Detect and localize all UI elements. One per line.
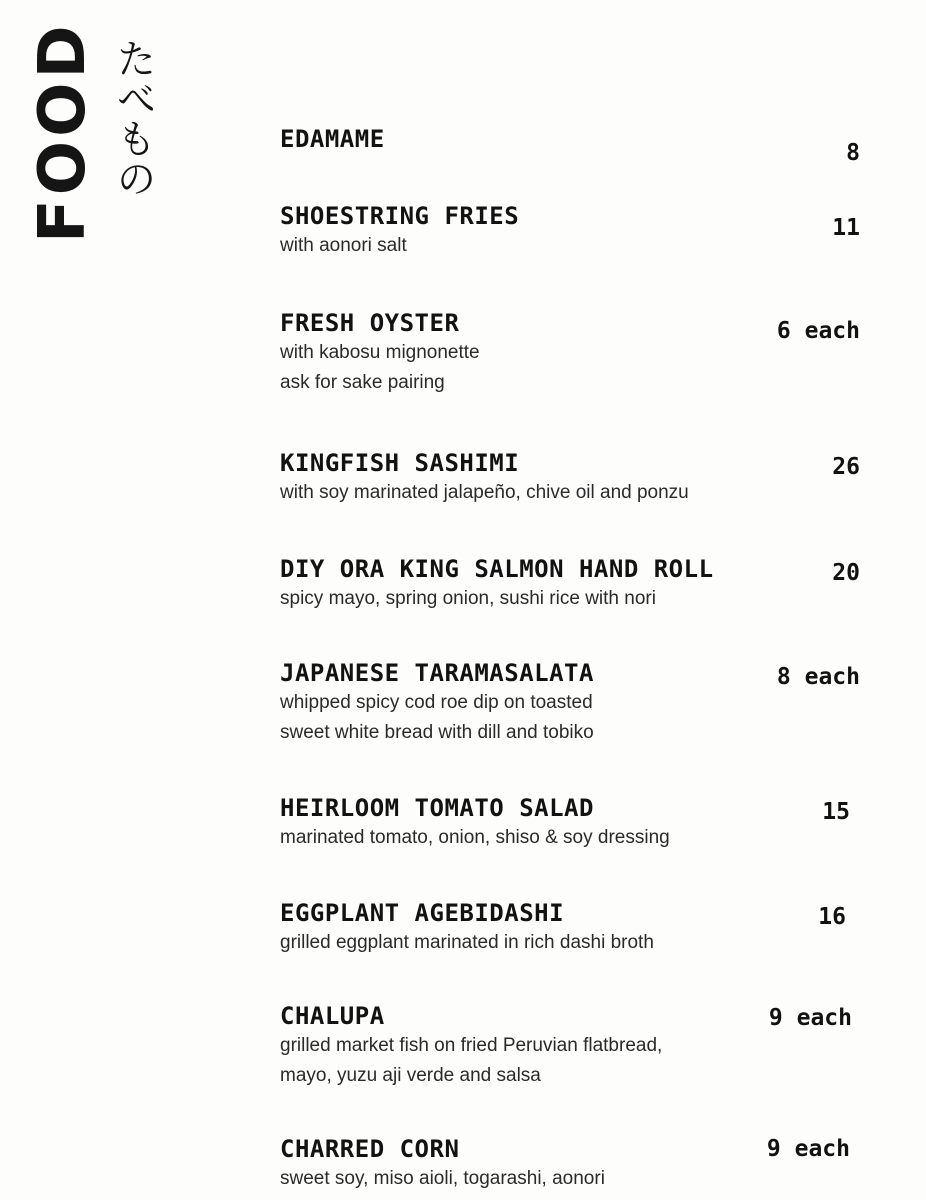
menu-item-price: 9 each (768, 1005, 852, 1031)
menu-item-description: marinated tomato, onion, shiso & soy dressing (280, 827, 670, 848)
menu-item-price: 11 (832, 215, 860, 241)
menu-item-price: 26 (832, 454, 860, 480)
menu-item-salmon-hand-roll (280, 554, 870, 614)
menu-item-name: EDAMAME (280, 125, 385, 153)
menu-item-fresh-oyster (280, 308, 870, 398)
menu-item-description: with aonori salt (280, 235, 407, 256)
menu-item-chalupa (280, 1001, 870, 1091)
menu-item-description: grilled market fish on fried Peruvian flatbread, (280, 1035, 663, 1056)
menu-item-name: CHARRED CORN (280, 1135, 460, 1163)
menu-item-description: sweet soy, miso aioli, togarashi, aonori (280, 1168, 605, 1189)
menu-item-charred-corn (280, 1134, 870, 1194)
menu-item-price: 20 (832, 560, 860, 586)
section-title-japanese: たべもの (110, 38, 156, 198)
menu-item-price: 6 each (776, 318, 860, 344)
menu-item-price: 8 (846, 140, 860, 166)
section-title: FOOD (26, 21, 100, 243)
menu-item-description: with soy marinated jalapeño, chive oil and ponzu (280, 482, 689, 503)
menu-item-heirloom-tomato-salad (280, 793, 870, 853)
menu-item-name: DIY ORA KING SALMON HAND ROLL (280, 555, 714, 583)
menu-item-description: sweet white bread with dill and tobiko (280, 722, 594, 743)
menu-item-japanese-taramasalata (280, 658, 870, 748)
menu-item-description: spicy mayo, spring onion, sushi rice with nori (280, 588, 656, 609)
menu-item-description: with kabosu mignonette (280, 342, 480, 363)
menu-item-name: EGGPLANT AGEBIDASHI (280, 899, 565, 927)
menu-item-eggplant-agebidashi (280, 898, 870, 958)
menu-item-price: 8 each (776, 664, 860, 690)
menu-item-price: 16 (818, 904, 846, 930)
menu-item-name: KINGFISH SASHIMI (280, 449, 520, 477)
menu-item-edamame (280, 124, 870, 166)
menu-item-description: mayo, yuzu aji verde and salsa (280, 1065, 541, 1086)
menu-item-shoestring-fries (280, 201, 870, 261)
menu-item-name: HEIRLOOM TOMATO SALAD (280, 794, 594, 822)
menu-item-kingfish-sashimi (280, 448, 870, 508)
menu-item-price: 9 each (766, 1136, 850, 1162)
menu-item-name: SHOESTRING FRIES (280, 202, 520, 230)
menu-item-description: grilled eggplant marinated in rich dashi broth (280, 932, 654, 953)
menu-item-description: whipped spicy cod roe dip on toasted (280, 692, 593, 713)
menu-item-name: FRESH OYSTER (280, 309, 460, 337)
menu-item-description: ask for sake pairing (280, 372, 445, 393)
menu-item-name: JAPANESE TARAMASALATA (280, 659, 594, 687)
menu-item-name: CHALUPA (280, 1002, 385, 1030)
menu-item-price: 15 (822, 799, 850, 825)
